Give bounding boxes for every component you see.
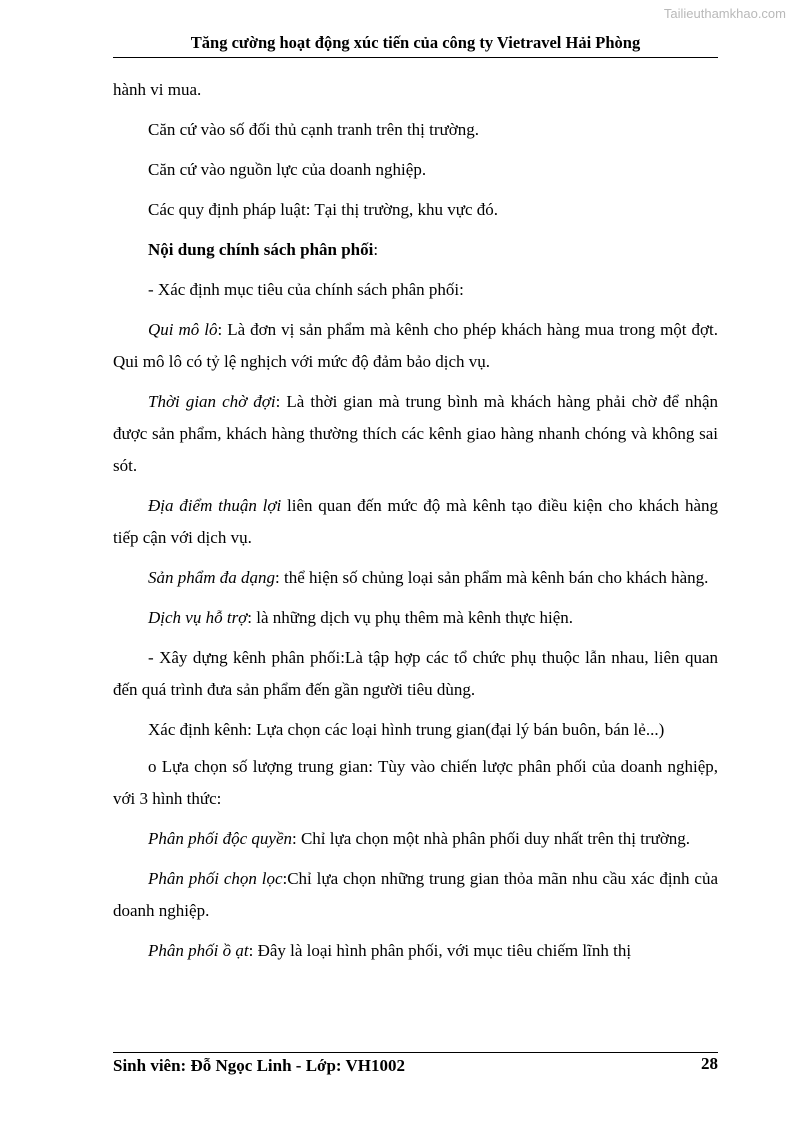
definition: : Là thời gian mà trung bình mà khách hàng phải chờ để nhận được sản phẩm, khách hàng thường thích các kênh giao hàng nhanh chóng và không sai sót. (113, 392, 718, 475)
paragraph (113, 823, 718, 855)
paragraph: Xác định kênh: Lựa chọn các loại hình trung gian(đại lý bán buôn, bán lẻ...) (148, 720, 665, 739)
term: Phân phối độc quyền (148, 829, 292, 848)
paragraph: hành vi mua. (113, 80, 202, 99)
header-divider (113, 57, 718, 58)
term: Dịch vụ hỗ trợ (148, 608, 248, 627)
watermark: Tailieuthamkhao.com (663, 6, 786, 21)
paragraph (113, 314, 718, 378)
term: Thời gian chờ đợi (148, 392, 276, 411)
paragraph (113, 602, 718, 634)
document-body (113, 74, 718, 975)
paragraph: Căn cứ vào nguồn lực của doanh nghiệp. (148, 160, 427, 179)
list-item: - Xây dựng kênh phân phối:Là tập hợp các tổ chức phụ thuộc lẫn nhau, liên quan đến quá trình đưa sản phẩm đến gần người tiêu dùng. (113, 648, 718, 699)
definition: : thể hiện số chủng loại sản phẩm mà kênh bán cho khách hàng. (275, 568, 709, 587)
definition: :Chỉ lựa chọn những trung gian thỏa mãn nhu cầu xác định của doanh nghiệp. (113, 869, 718, 920)
paragraph (113, 935, 718, 967)
term: Qui mô lô (148, 320, 218, 339)
paragraph: Các quy định pháp luật: Tại thị trường, khu vực đó. (148, 200, 499, 219)
page-number: 28 (701, 1054, 718, 1073)
term: Phân phối chọn lọc (148, 869, 283, 888)
list-item: o Lựa chọn số lượng trung gian: Tùy vào chiến lược phân phối của doanh nghiệp, với 3 hình thức: (113, 757, 718, 808)
page-header-title: Tăng cường hoạt động xúc tiến của công ty Vietravel Hải Phòng (190, 33, 641, 52)
term: Sản phẩm đa dạng (148, 568, 276, 587)
definition: : Là đơn vị sản phẩm mà kênh cho phép khách hàng mua trong một đợt. Qui mô lô có tỷ lệ nghịch với mức độ đảm bảo dịch vụ. (113, 320, 718, 371)
footer-divider (113, 1052, 718, 1053)
definition: : là những dịch vụ phụ thêm mà kênh thực hiện. (247, 608, 574, 627)
term: Địa điểm thuận lợi (148, 496, 282, 515)
paragraph (113, 490, 718, 554)
heading-colon: : (373, 240, 379, 259)
definition: : Đây là loại hình phân phối, với mục tiêu chiếm lĩnh thị (248, 941, 632, 960)
list-item: - Xác định mục tiêu của chính sách phân phối: (148, 280, 464, 299)
section-heading (113, 234, 718, 266)
heading-text: Nội dung chính sách phân phối (148, 240, 374, 259)
paragraph (113, 863, 718, 927)
paragraph: Căn cứ vào số đối thủ cạnh tranh trên thị trường. (148, 120, 479, 139)
term: Phân phối ồ ạt (148, 941, 249, 960)
paragraph (113, 562, 718, 594)
footer-student-info: Sinh viên: Đỗ Ngọc Linh - Lớp: VH1002 (113, 1056, 406, 1075)
paragraph (113, 386, 718, 482)
definition: liên quan đến mức độ mà kênh tạo điều kiện cho khách hàng tiếp cận với dịch vụ. (113, 496, 718, 547)
definition: : Chỉ lựa chọn một nhà phân phối duy nhất trên thị trường. (292, 829, 691, 848)
